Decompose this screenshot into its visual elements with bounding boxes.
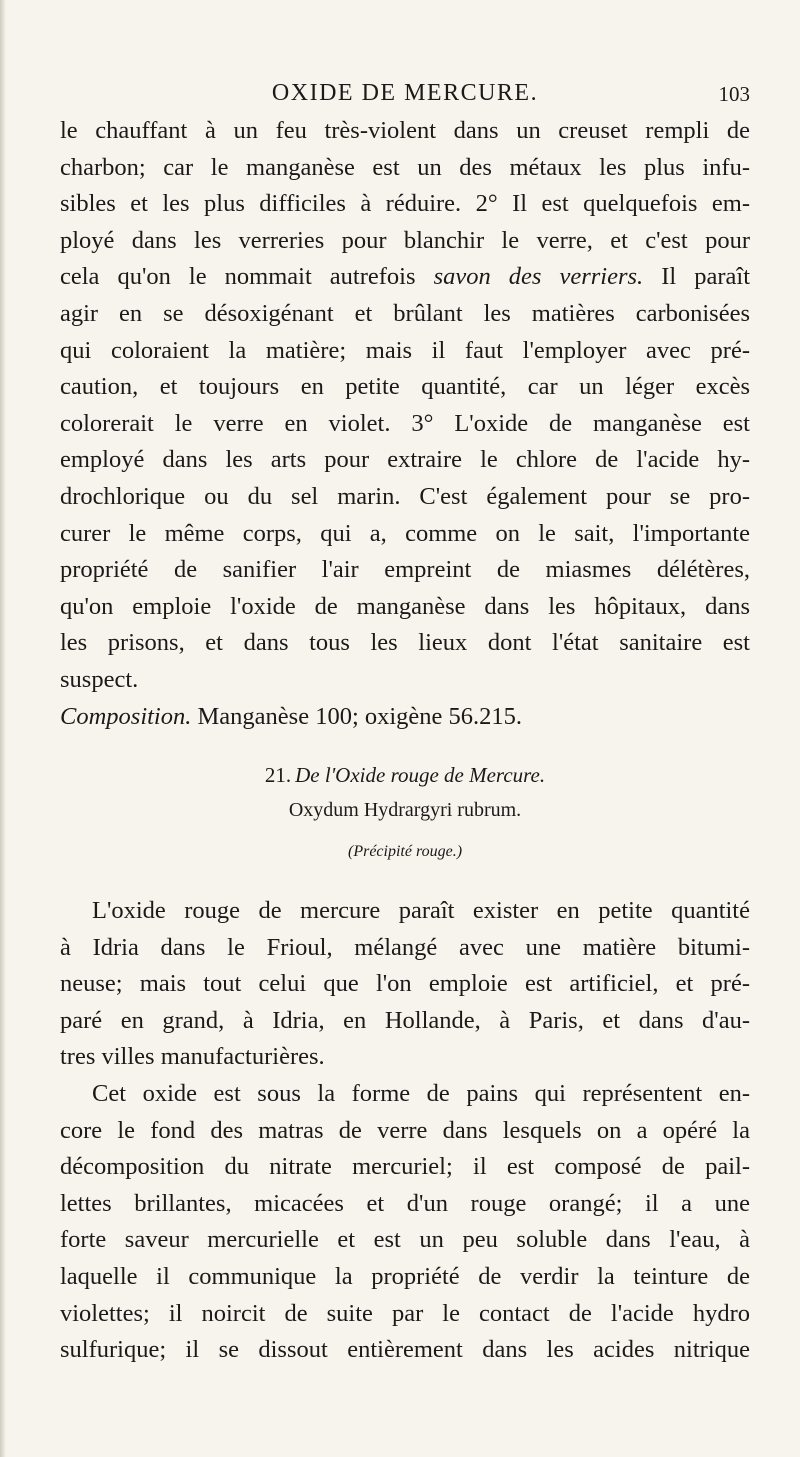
section-number: 21. <box>264 763 292 787</box>
text-line: employé dans les arts pour extraire le chlore de l'acide hy- <box>60 446 750 474</box>
page-header <box>60 74 750 114</box>
text-line: qu'on emploie l'oxide de manganèse dans les hôpitaux, dans <box>60 592 750 620</box>
text-line: ployé dans les verreries pour blanchir le verre, et c'est pour <box>60 226 750 254</box>
text-line: charbon; car le manganèse est un des métaux les plus infu- <box>60 153 750 181</box>
text-line: décomposition du nitrate mercuriel; il est composé de pail- <box>60 1153 750 1181</box>
text-line: laquelle il communique la propriété de verdir la teinture de <box>60 1262 750 1290</box>
text-line: paré en grand, à Idria, en Hollande, à Paris, et dans d'au- <box>60 1006 750 1034</box>
section-common-name: (Précipité rouge.) <box>347 843 463 860</box>
text-line: L'oxide rouge de mercure paraît exister en petite quantité <box>92 897 750 924</box>
page-number: 103 <box>718 82 750 106</box>
text-line: à Idria dans le Frioul, mélangé avec une matière bitumi- <box>60 933 750 961</box>
text-line: sibles et les plus difficiles à réduire. 2° Il est quelquefois em- <box>60 190 750 218</box>
paragraph-properties <box>60 1076 750 1369</box>
section-latin-name: Oxydum Hydrargyri rubrum. <box>288 799 522 821</box>
text-line: qui coloraient la matière; mais il faut l'employer avec pré- <box>60 336 750 364</box>
text-line: core le fond des matras de verre dans lesquels on a opéré la <box>60 1116 750 1144</box>
page-edge <box>0 0 6 1457</box>
italic-term: savon des verriers. <box>433 263 644 291</box>
composition-label: Composition. <box>60 702 192 730</box>
composition-line <box>60 699 750 736</box>
section-title-line <box>60 760 750 793</box>
text-line: tres villes manufacturières. <box>60 1043 325 1071</box>
text-line: forte saveur mercurielle et est un peu soluble dans l'eau, à <box>60 1226 750 1254</box>
text-line: cela qu'on le nommait autrefois savon des verriers. Il paraît <box>60 263 750 291</box>
text-line: suspect. <box>60 665 139 693</box>
text-line: drochlorique ou du sel marin. C'est également pour se pro- <box>60 482 750 510</box>
text-line: neuse; mais tout celui que l'on emploie est artificiel, et pré- <box>60 970 750 998</box>
composition-text: Manganèse 100; oxigène 56.215. <box>197 702 523 730</box>
running-head: OXIDE DE MERCURE. <box>271 80 539 106</box>
paragraph-occurrence <box>60 893 750 1076</box>
text-line: curer le même corps, qui a, comme on le sait, l'importante <box>60 519 750 547</box>
text-line: agir en se désoxigénant et brûlant les matières carbonisées <box>60 299 750 327</box>
text-line: Cet oxide est sous la forme de pains qui représentent en- <box>92 1080 750 1107</box>
text-line: le chauffant à un feu très-violent dans un creuset rempli de <box>60 117 750 144</box>
section-title: De l'Oxide rouge de Mercure. <box>295 763 546 787</box>
text-line: les prisons, et dans tous les lieux dont l'état sanitaire est <box>60 629 750 657</box>
paragraph-manganese <box>60 113 750 735</box>
text-line: caution, et toujours en petite quantité, car un léger excès <box>60 373 750 401</box>
text-line: violettes; il noircit de suite par le contact de l'acide hydro <box>60 1299 750 1327</box>
text-line: propriété de sanifier l'air empreint de miasmes délétères, <box>60 556 750 584</box>
text-line: colorerait le verre en violet. 3° L'oxide de manganèse est <box>60 409 750 437</box>
section-heading <box>60 760 750 867</box>
text-line: sulfurique; il se dissout entièrement dans les acides nitrique <box>60 1336 750 1364</box>
text-line: lettes brillantes, micacées et d'un rouge orangé; il a une <box>60 1189 750 1217</box>
